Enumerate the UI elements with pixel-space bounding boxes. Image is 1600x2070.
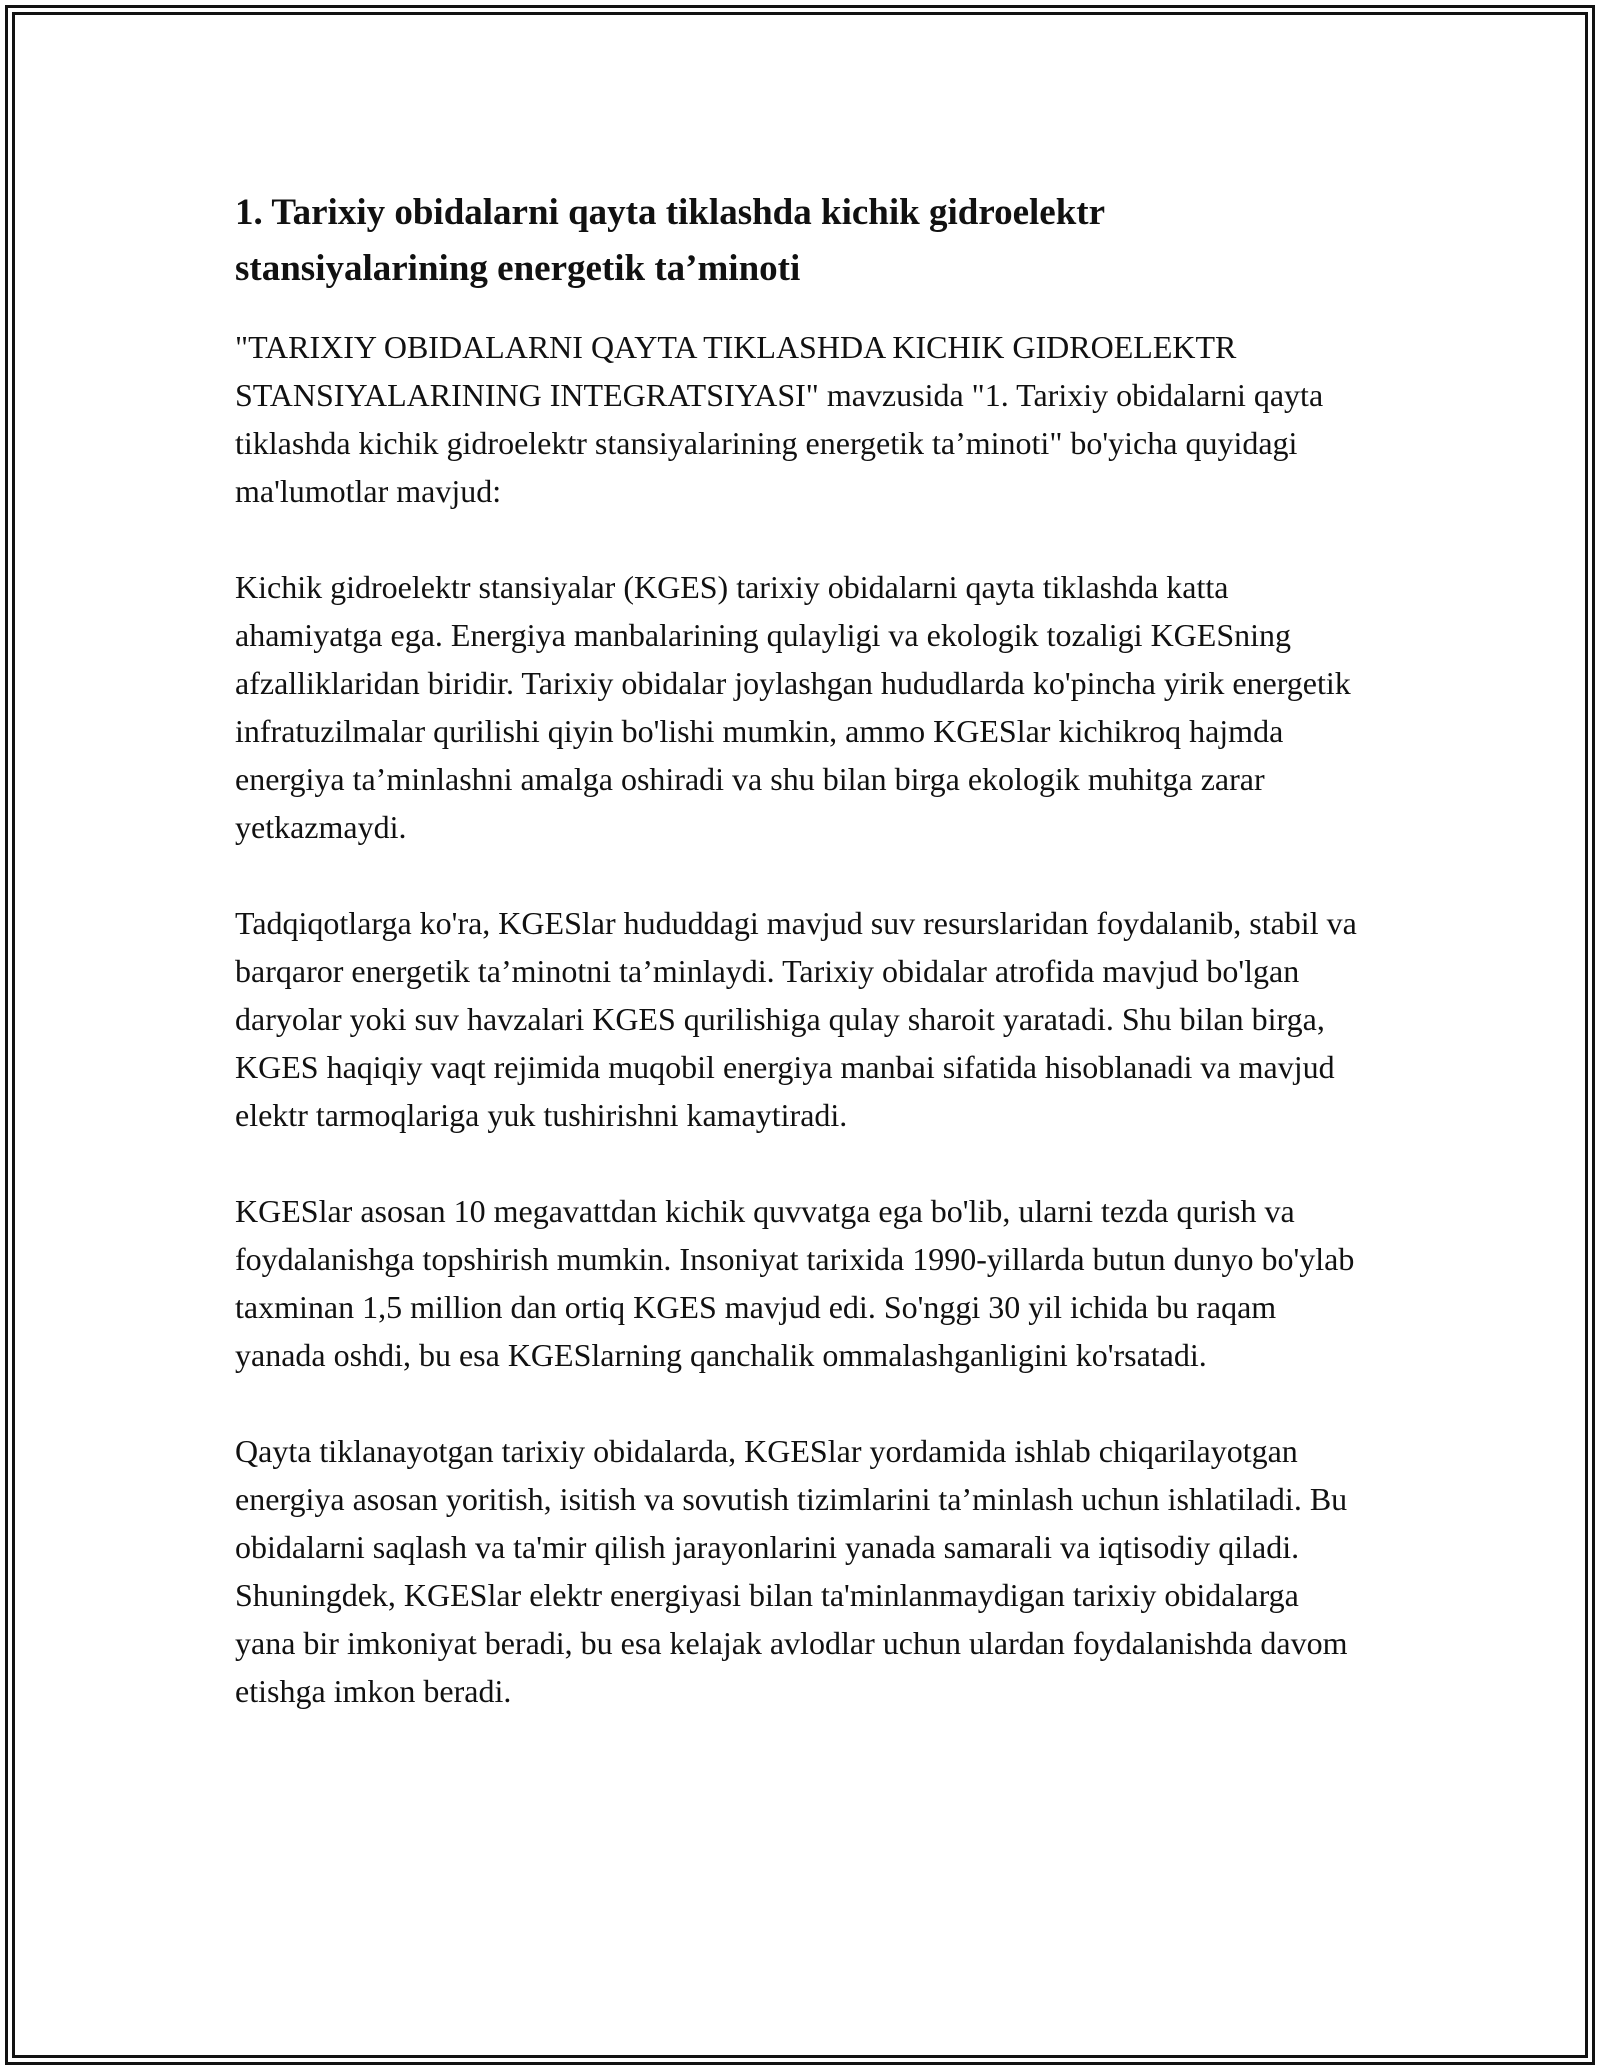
paragraph-1: Kichik gidroelektr stansiyalar (KGES) tarixiy obidalarni qayta tiklashda katta ahamiyatga ega. Energiya manbalarining qulayligi va ekologik tozaligi KGESning afzalliklaridan biridir. Tarixiy obidalar joylashgan hududlarda ko'pincha yirik energetik infratuzilmalar qurilishi qiyin bo'lishi mumkin, ammo KGESlar kichikroq hajmda energiya ta’minlashni amalga oshiradi va shu bilan birga ekologik muhitga zarar yetkazmaydi. bbox=[235, 569, 1351, 845]
paragraph-3: KGESlar asosan 10 megavattdan kichik quvvatga ega bo'lib, ularni tezda qurish va foydalanishga topshirish mumkin. Insoniyat tarixida 1990-yillarda butun dunyo bo'ylab taxminan 1,5 million dan ortiq KGES mavjud edi. So'nggi 30 yil ichida bu raqam yanada oshdi, bu esa KGESlarning qanchalik ommalashganligini ko'rsatadi. bbox=[235, 1193, 1355, 1373]
document-title: 1. Tarixiy obidalarni qayta tiklashda kichik gidroelektr stansiyalarining energetik ta’minoti bbox=[235, 192, 1105, 289]
paragraph-4: Qayta tiklanayotgan tarixiy obidalarda, KGESlar yordamida ishlab chiqarilayotgan energiya asosan yoritish, isitish va sovutish tizimlarini ta’minlash uchun ishlatiladi. Bu obidalarni saqlash va ta'mir qilish jarayonlarini yanada samarali va iqtisodiy qiladi. Shuningdek, KGESlar elektr energiyasi bilan ta'minlanmaydigan tarixiy obidalarga yana bir imkoniyat beradi, bu esa kelajak avlodlar uchun ulardan foydalanishda davom etishga imkon beradi. bbox=[235, 1433, 1348, 1709]
paragraph-2: Tadqiqotlarga ko'ra, KGESlar hududdagi mavjud suv resurslaridan foydalanib, stabil va barqaror energetik ta’minotni ta’minlaydi. Tarixiy obidalar atrofida mavjud bo'lgan daryolar yoki suv havzalari KGES qurilishiga qulay sharoit yaratadi. Shu bilan birga, KGES haqiqiy vaqt rejimida muqobil energiya manbai sifatida hisoblanadi va mavjud elektr tarmoqlariga yuk tushirishni kamaytiradi. bbox=[235, 905, 1357, 1133]
intro-paragraph: "TARIXIY OBIDALARNI QAYTA TIKLASHDA KICHIK GIDROELEKTR STANSIYALARINING INTEGRATSIYASI" mavzusida "1. Tarixiy obidalarni qayta tiklashda kichik gidroelektr stansiyalarining energetik ta’minoti" bo'yicha quyidagi ma'lumotlar mavjud: bbox=[235, 329, 1324, 509]
document-body bbox=[235, 185, 1365, 1763]
